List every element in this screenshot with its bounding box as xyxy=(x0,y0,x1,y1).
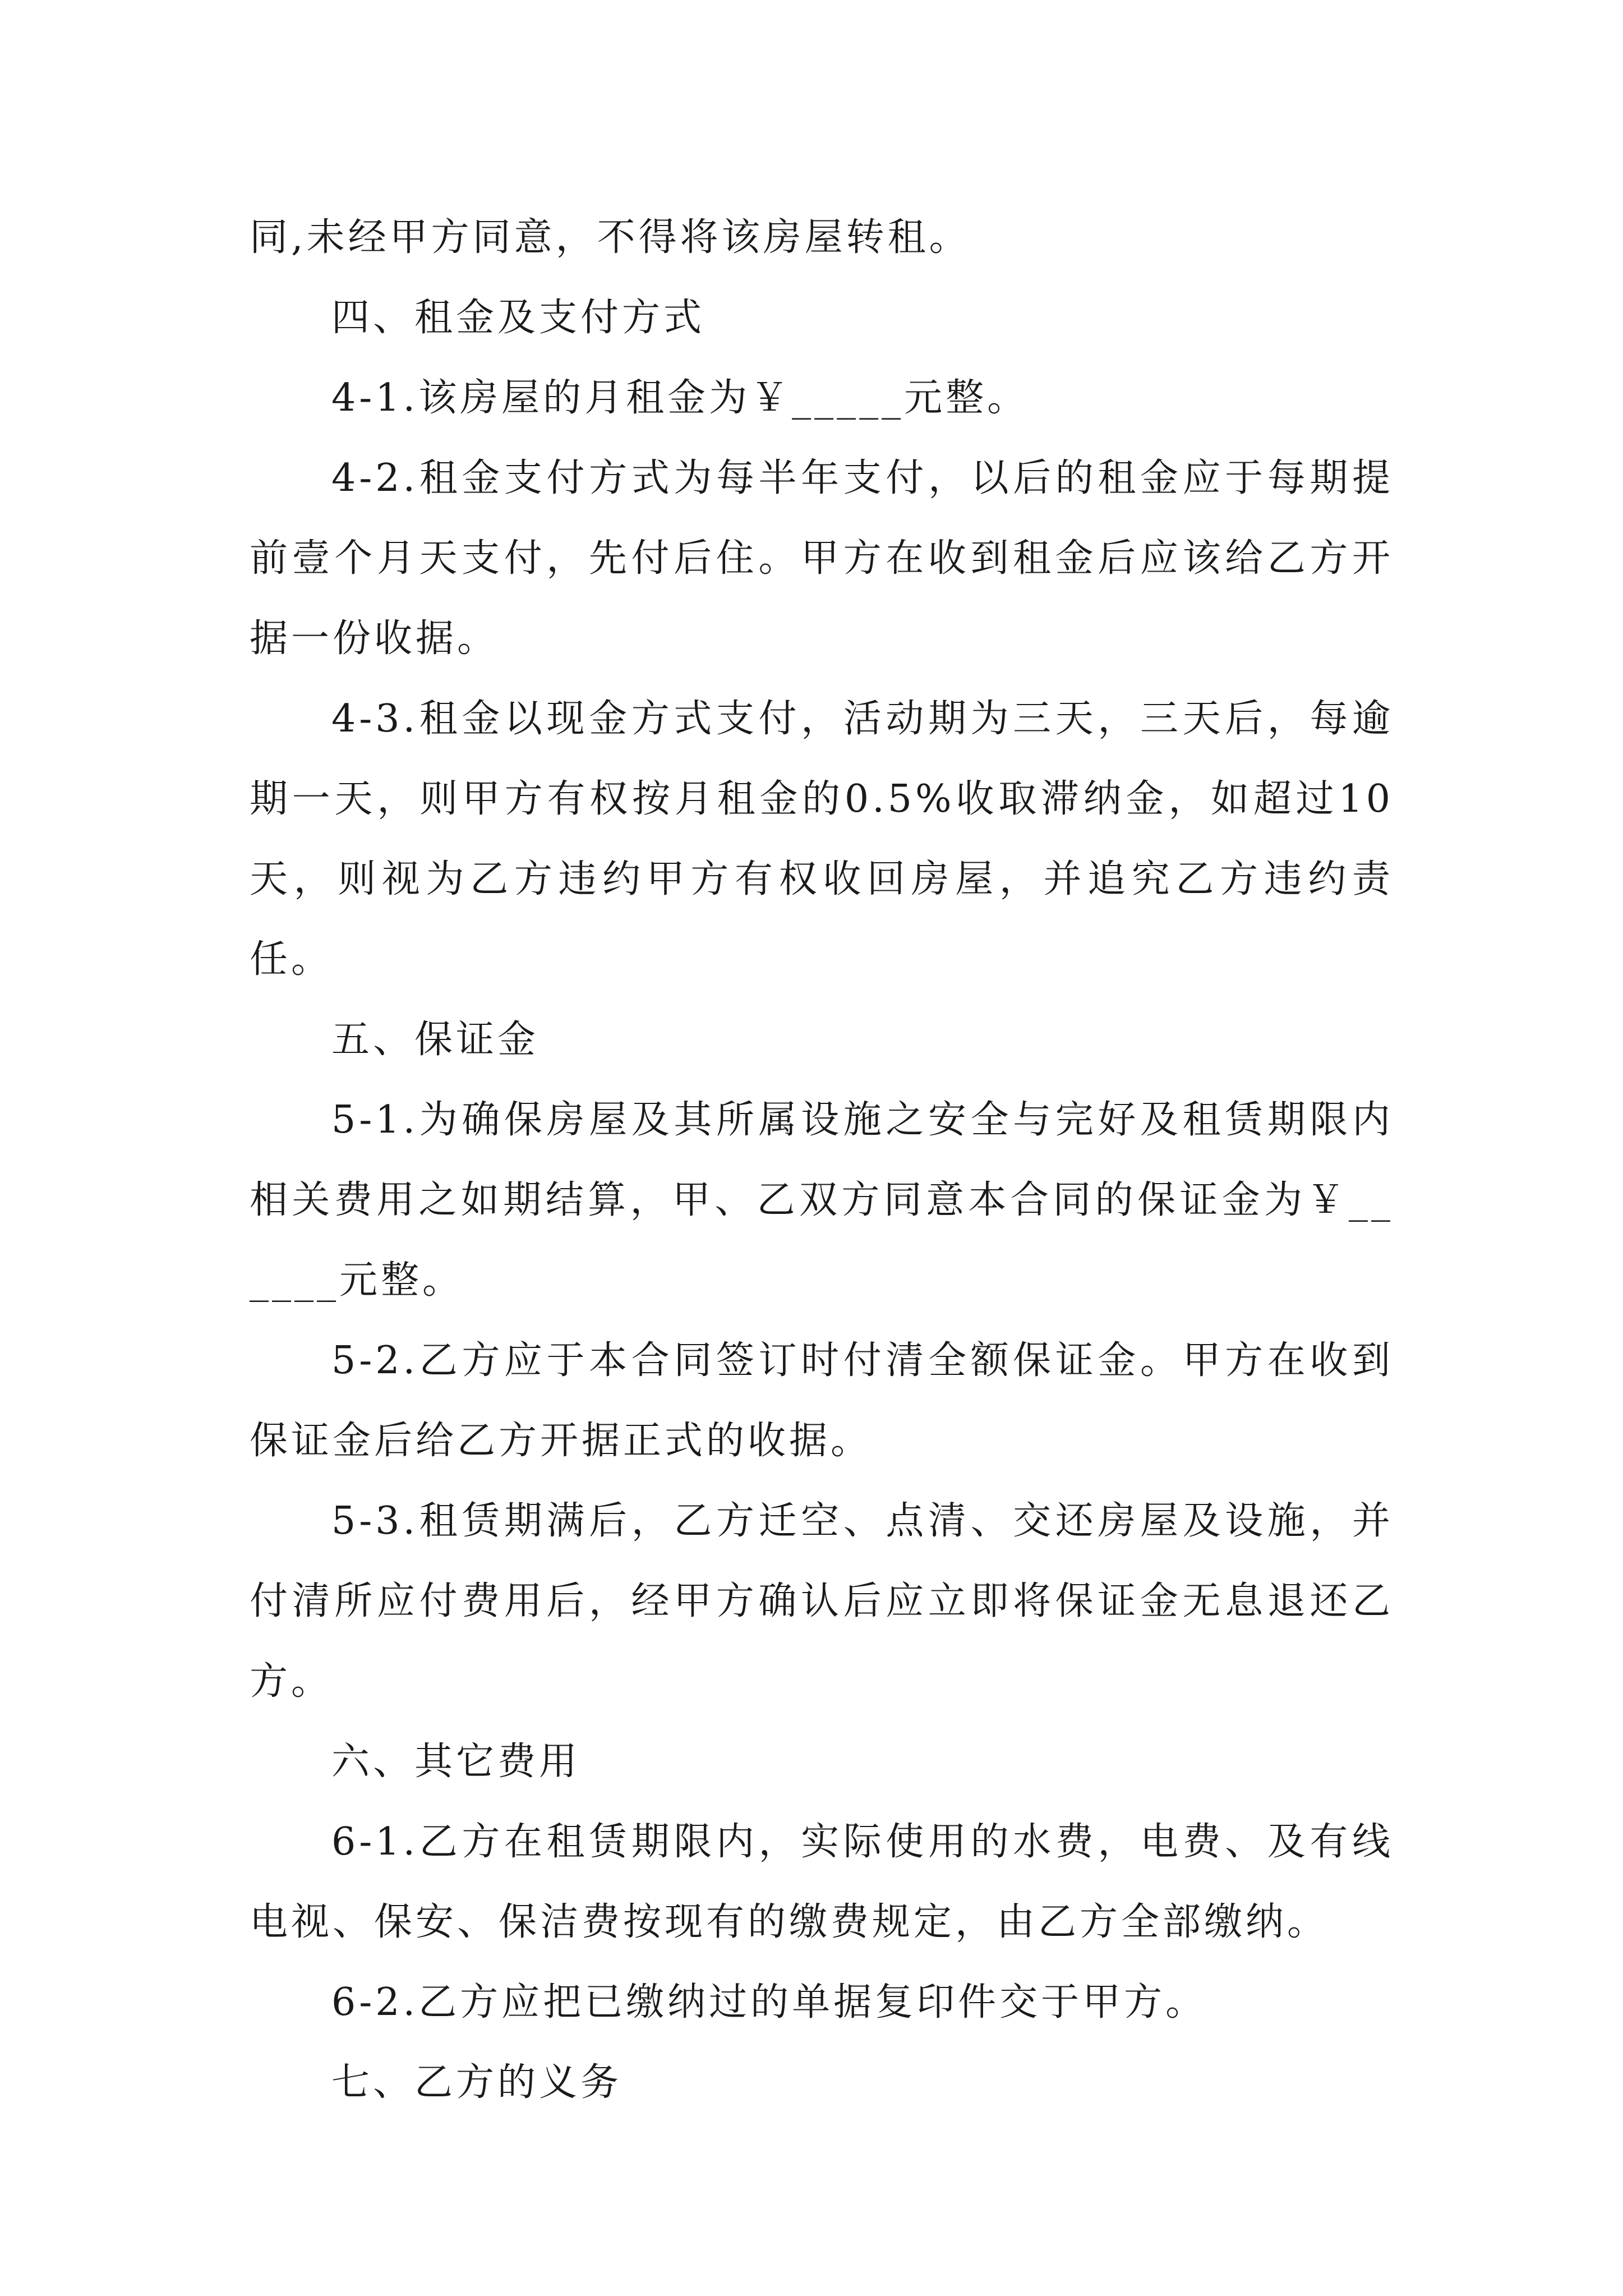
section-heading-rent: 四、租金及支付方式 xyxy=(331,296,706,340)
section-heading-tenant-obligations: 七、乙方的义务 xyxy=(331,2060,623,2105)
clause-6-1: 6-1.乙方在租赁期限内，实际使用的水费，电费、及有线电视、保安、保洁费按现有的缴费规定，由乙方全部缴纳。 xyxy=(250,1820,1394,1944)
section-heading-other-fees: 六、其它费用 xyxy=(331,1740,581,1784)
clause-5-2: 5-2.乙方应于本合同签订时付清全额保证金。甲方在收到保证金后给乙方开据正式的收据。 xyxy=(250,1338,1394,1463)
clause-6-2: 6-2.乙方应把已缴纳过的单据复印件交于甲方。 xyxy=(331,1980,1207,2024)
clause-4-2: 4-2.租金支付方式为每半年支付，以后的租金应于每期提前壹个月天支付，先付后住。甲方在收到租金后应该给乙方开据一份收据。 xyxy=(250,456,1394,661)
section-heading-deposit: 五、保证金 xyxy=(331,1018,540,1062)
document-body xyxy=(250,197,1394,2123)
clause-4-1: 4-1.该房屋的月租金为￥_____元整。 xyxy=(331,376,1029,420)
paragraph-continuation: 同,未经甲方同意，不得将该房屋转租。 xyxy=(250,215,971,260)
clause-5-3: 5-3.租赁期满后，乙方迁空、点清、交还房屋及设施，并付清所应付费用后，经甲方确认后应立即将保证金无息退还乙方。 xyxy=(250,1499,1394,1704)
clause-4-3: 4-3.租金以现金方式支付，活动期为三天，三天后，每逾期一天，则甲方有权按月租金的0.5%收取滞纳金，如超过10天，则视为乙方违约甲方有权收回房屋，并追究乙方违约责任。 xyxy=(250,697,1394,982)
clause-5-1: 5-1.为确保房屋及其所属设施之安全与完好及租赁期限内相关费用之如期结算，甲、乙双方同意本合同的保证金为￥______元整。 xyxy=(250,1098,1394,1303)
